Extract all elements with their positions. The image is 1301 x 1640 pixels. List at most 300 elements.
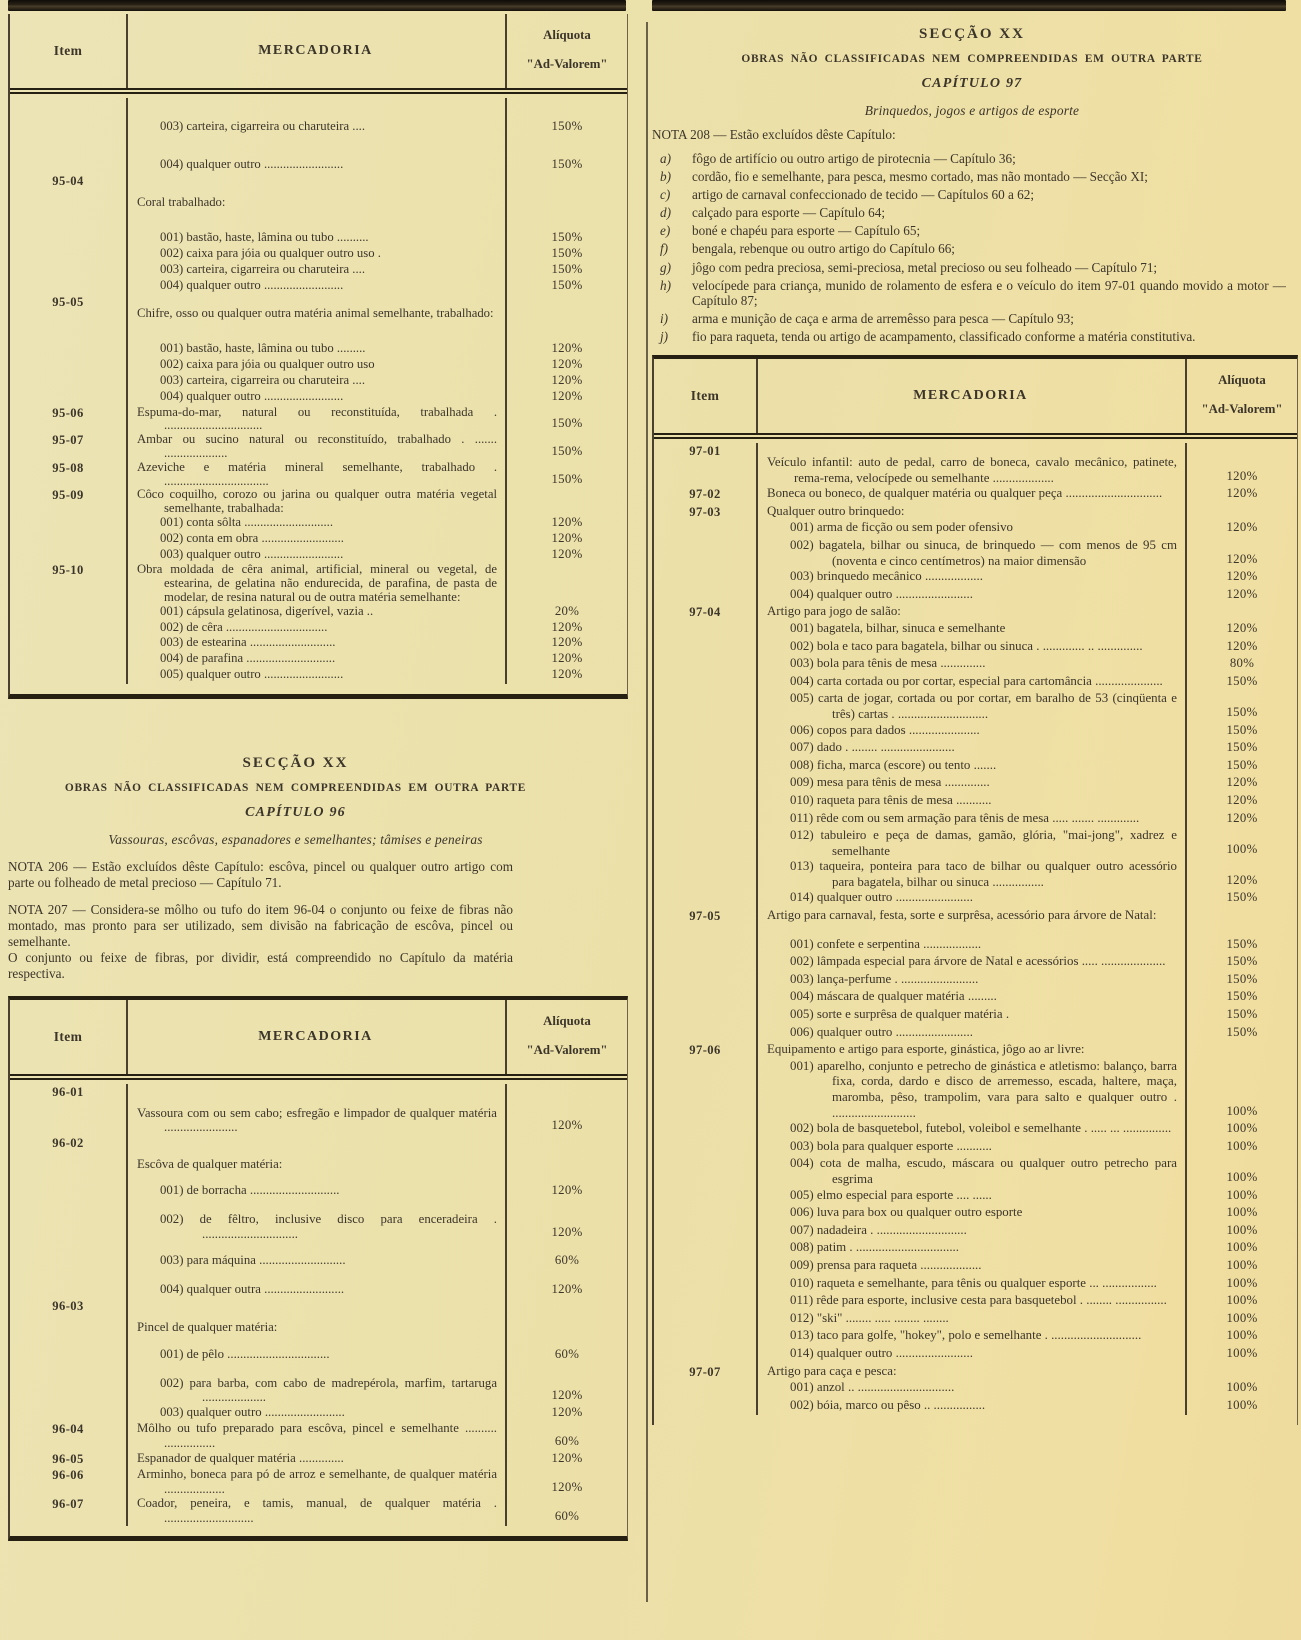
aliquota-percent: 60% [554, 1347, 580, 1362]
mercadoria-text: Equipamento e artigo para esporte, ginástica, jôgo ao ar livre: [767, 1042, 1085, 1057]
aliquota-value [507, 1421, 627, 1450]
item-code [10, 279, 128, 295]
aliquota-value [1187, 972, 1297, 990]
aliquota-percent: 60% [554, 1434, 580, 1449]
table-row [654, 1380, 1297, 1398]
mercadoria-text: 002) para barba, com cabo de madrepérola, marfim, tartaruga .................... [160, 1375, 497, 1405]
aliquota-value [1187, 691, 1297, 722]
table-row [654, 989, 1297, 1007]
mercadoria-cell [128, 433, 507, 461]
table-row [10, 1405, 627, 1422]
item-code: 96-01 [10, 1084, 128, 1135]
tariff-table-chapter-95 [8, 14, 628, 699]
item-code [654, 1223, 758, 1241]
table-row [654, 1328, 1297, 1346]
table-row [10, 1298, 627, 1335]
mercadoria-cell [128, 1135, 507, 1172]
aliquota-value [507, 652, 627, 668]
aliquota-percent: 150% [551, 119, 583, 133]
mercadoria-text: 004) qualquer outro ........................ [790, 586, 973, 601]
aliquota-percent: 120% [1226, 792, 1258, 807]
chapter-subtitle: Vassouras, escôvas, espanadores e semelhantes; tâmises e peneiras [108, 831, 483, 847]
aliquota-percent: 150% [1226, 989, 1258, 1004]
mercadoria-cell [758, 504, 1187, 521]
aliquota-value [1187, 793, 1297, 811]
item-code [654, 1380, 758, 1398]
item-code [654, 1328, 758, 1346]
mercadoria-cell [128, 406, 507, 434]
mercadoria-cell [128, 98, 507, 136]
aliquota-value [1187, 758, 1297, 776]
mercadoria-cell [758, 1276, 1187, 1294]
aliquota-label-line2: "Ad-Valorem" [526, 1042, 608, 1057]
item-code: 96-07 [10, 1496, 128, 1525]
table-row [654, 1346, 1297, 1364]
aliquota-value [507, 1405, 627, 1422]
mercadoria-cell [758, 954, 1187, 972]
mercadoria-text: 001) conta sôlta ............................ [160, 514, 334, 529]
aliquota-percent: 150% [1226, 954, 1258, 969]
aliquota-value [1187, 674, 1297, 692]
item-code: 97-03 [654, 504, 758, 521]
aliquota-percent: 100% [1226, 1380, 1258, 1395]
aliquota-percent: 150% [1226, 673, 1258, 688]
item-code [654, 925, 758, 955]
mercadoria-text: 001) de borracha ............................ [160, 1183, 340, 1198]
mercadoria-text: 003) qualquer outro ......................... [160, 546, 344, 561]
mercadoria-text: Ambar ou sucino natural ou reconstituído, trabalhado . ....... .................... [137, 432, 497, 460]
mercadoria-cell [758, 1121, 1187, 1139]
table-row [654, 793, 1297, 811]
aliquota-percent: 120% [551, 1281, 583, 1296]
item-code [654, 621, 758, 639]
aliquota-value [507, 247, 627, 263]
mercadoria-cell [758, 1346, 1187, 1364]
mercadoria-text: 013) taco para golfe, "hokey", polo e semelhante . ............................ [790, 1328, 1142, 1343]
table-row [10, 1135, 627, 1172]
aliquota-value [1187, 621, 1297, 639]
item-code [654, 691, 758, 722]
aliquota-value [507, 668, 627, 684]
aliquota-percent: 150% [1226, 757, 1258, 772]
mercadoria-text: 003) brinquedo mecânico .................. [790, 569, 983, 584]
mercadoria-cell [758, 1223, 1187, 1241]
item-code [654, 569, 758, 587]
table-row [654, 1121, 1297, 1139]
aliquota-percent: 120% [551, 666, 583, 681]
item-code [654, 989, 758, 1007]
item-code: 97-01 [654, 443, 758, 486]
item-code [10, 1335, 128, 1364]
mercadoria-cell [758, 989, 1187, 1007]
mercadoria-cell [758, 811, 1187, 829]
aliquota-label-line1: Alíquota [1218, 373, 1266, 388]
item-code [654, 1398, 758, 1416]
exclusion-item [652, 151, 1292, 167]
mercadoria-text: 012) "ski" ........ ..... ........ ........ [790, 1310, 949, 1325]
aliquota-percent: 120% [1226, 775, 1258, 790]
exclusion-item [652, 223, 1292, 239]
table-row [10, 1270, 627, 1299]
item-code [10, 209, 128, 247]
item-code [10, 263, 128, 279]
mercadoria-text: Côco coquilho, corozo ou jarina ou qualquer outra matéria vegetal semelhante, trabalhada: [137, 487, 497, 516]
exclusion-item [652, 187, 1292, 203]
aliquota-value [507, 516, 627, 532]
exclusion-letter: e) [660, 223, 671, 239]
aliquota-value [507, 461, 627, 489]
mercadoria-cell [758, 1240, 1187, 1258]
left-column [8, 0, 628, 1541]
table-row [10, 209, 627, 247]
aliquota-value [1187, 538, 1297, 569]
mercadoria-cell [758, 1293, 1187, 1311]
mercadoria-text: 004) máscara de qualquer matéria ......... [790, 989, 997, 1004]
aliquota-percent: 120% [1226, 872, 1258, 887]
item-code: 97-02 [654, 486, 758, 504]
aliquota-value [1187, 1188, 1297, 1206]
exclusion-list [652, 151, 1292, 345]
mercadoria-text: 005) carta de jogar, cortada ou por cortar, em baralho de 53 (cinqüenta e três) cartas . ............................ [790, 691, 1177, 721]
mercadoria-text: Azeviche e matéria mineral semelhante, trabalhado . ................................. [137, 459, 497, 488]
mercadoria-cell [128, 1421, 507, 1450]
table-row [654, 1223, 1297, 1241]
item-code [654, 1188, 758, 1206]
table-row [10, 516, 627, 532]
mercadoria-text: 014) qualquer outro ........................ [790, 1345, 973, 1360]
section-caption: OBRAS NÃO CLASSIFICADAS NEM COMPREENDIDAS EM OUTRA PARTE [64, 781, 527, 794]
mercadoria-text: 005) sorte e surprêsa de qualquer matéria . [790, 1007, 1010, 1022]
aliquota-value [507, 390, 627, 406]
aliquota-percent: 100% [1226, 1103, 1258, 1118]
mercadoria-cell [128, 209, 507, 247]
table-row [654, 656, 1297, 674]
item-code [654, 1025, 758, 1043]
item-code: 96-05 [10, 1451, 128, 1468]
item-code [654, 793, 758, 811]
column-header-mercadoria: MERCADORIA [758, 359, 1187, 433]
mercadoria-text: Arminho, boneca para pó de arroz e semelhante, de qualquer matéria ................... [137, 1467, 497, 1496]
item-code: 96-03 [10, 1298, 128, 1335]
aliquota-percent: 100% [1226, 1328, 1258, 1343]
chapter-title: CAPÍTULO 97 [921, 76, 1023, 91]
aliquota-percent: 100% [1226, 1275, 1258, 1290]
item-code [654, 656, 758, 674]
section-title: SECÇÃO XX [242, 754, 349, 771]
table-row [10, 295, 627, 321]
aliquota-value [507, 136, 627, 174]
mercadoria-cell [128, 605, 507, 621]
aliquota-percent: 100% [1226, 1293, 1258, 1308]
mercadoria-text: 012) tabuleiro e peça de damas, gamão, glória, "mai-jong", xadrez e semelhante [790, 828, 1177, 858]
mercadoria-text: Coral trabalhado: [137, 194, 226, 209]
aliquota-value [1187, 811, 1297, 829]
aliquota-percent: 20% [554, 603, 580, 618]
section-header-capitulo-96 [8, 699, 583, 982]
mercadoria-cell [758, 587, 1187, 605]
item-code: 95-07 [10, 433, 128, 461]
table-body [10, 94, 627, 694]
aliquota-value [507, 279, 627, 295]
aliquota-value [507, 295, 627, 321]
aliquota-percent: 150% [1226, 704, 1258, 719]
aliquota-value [1187, 1042, 1297, 1059]
item-code [654, 1156, 758, 1187]
mercadoria-text: 004) qualquer outro ......................... [160, 156, 344, 171]
table-row [654, 1139, 1297, 1157]
mercadoria-text: 004) cota de malha, escudo, máscara ou qualquer outro petrecho para esgrima [790, 1156, 1177, 1186]
aliquota-value [1187, 859, 1297, 890]
aliquota-percent: 120% [551, 530, 583, 545]
aliquota-percent: 120% [1226, 569, 1258, 584]
table-row [654, 1258, 1297, 1276]
mercadoria-cell [128, 358, 507, 374]
item-code [654, 520, 758, 538]
aliquota-value [1187, 1223, 1297, 1241]
item-code [10, 605, 128, 621]
aliquota-percent: 150% [551, 246, 583, 261]
mercadoria-text: Escôva de qualquer matéria: [137, 1156, 283, 1171]
mercadoria-text: 003) lança-perfume . ........................ [790, 971, 979, 986]
mercadoria-cell [128, 1451, 507, 1468]
table-row [654, 639, 1297, 657]
aliquota-percent: 120% [1226, 620, 1258, 635]
item-code [654, 890, 758, 908]
mercadoria-text: 004) carta cortada ou por cortar, especial para cartomância ..................... [790, 673, 1163, 688]
mercadoria-text: 002) conta em obra .......................... [160, 530, 344, 545]
item-code: 95-09 [10, 488, 128, 516]
mercadoria-text: Espuma-do-mar, natural ou reconstituída, trabalhada . ............................... [137, 404, 497, 433]
item-code [10, 548, 128, 564]
mercadoria-cell [758, 639, 1187, 657]
exclusion-item [652, 241, 1292, 257]
table-row [10, 263, 627, 279]
item-code: 95-10 [10, 563, 128, 604]
table-row [654, 569, 1297, 587]
mercadoria-text: 002) caixa para jóia ou qualquer outro uso [160, 357, 375, 372]
aliquota-value [1187, 1398, 1297, 1416]
item-code: 95-05 [10, 295, 128, 321]
mercadoria-cell [128, 1241, 507, 1270]
aliquota-value [507, 174, 627, 210]
item-code [10, 320, 128, 358]
aliquota-percent: 120% [1226, 810, 1258, 825]
aliquota-percent: 100% [1226, 1397, 1258, 1412]
aliquota-percent: 100% [1226, 1310, 1258, 1325]
aliquota-percent: 120% [551, 651, 583, 666]
mercadoria-text: 004) qualquer outra ......................... [160, 1281, 345, 1296]
aliquota-value [507, 1335, 627, 1364]
aliquota-percent: 150% [551, 443, 583, 458]
table-row [654, 1240, 1297, 1258]
table-row [10, 548, 627, 564]
aliquota-percent: 100% [1226, 1240, 1258, 1255]
mercadoria-text: Espanador de qualquer matéria .............. [137, 1450, 344, 1465]
exclusion-letter: c) [660, 187, 671, 203]
table-row [654, 621, 1297, 639]
mercadoria-cell [128, 279, 507, 295]
table-row [654, 538, 1297, 569]
aliquota-value [1187, 1380, 1297, 1398]
item-code [10, 136, 128, 174]
table-row [654, 1188, 1297, 1206]
right-column [652, 0, 1298, 1425]
aliquota-value [507, 1364, 627, 1405]
mercadoria-cell [758, 775, 1187, 793]
table-row [10, 563, 627, 604]
aliquota-percent: 100% [1226, 1187, 1258, 1202]
aliquota-value [1187, 775, 1297, 793]
table-row [654, 890, 1297, 908]
mercadoria-cell [758, 1042, 1187, 1059]
item-code: 97-05 [654, 908, 758, 925]
mercadoria-cell [758, 925, 1187, 955]
mercadoria-text: 001) cápsula gelatinosa, digerível, vazia .. [160, 603, 374, 618]
column-header-mercadoria: MERCADORIA [128, 1000, 507, 1074]
table-header-row [10, 14, 627, 94]
mercadoria-text: Artigo para caça e pesca: [767, 1363, 897, 1378]
exclusion-letter: b) [660, 169, 671, 185]
item-code [654, 758, 758, 776]
mercadoria-cell [758, 569, 1187, 587]
table-row [654, 587, 1297, 605]
aliquota-value [1187, 828, 1297, 859]
aliquota-percent: 150% [551, 277, 583, 292]
mercadoria-text: 010) raqueta e semelhante, para tênis ou qualquer esporte ... ................. [790, 1275, 1157, 1290]
mercadoria-cell [758, 1188, 1187, 1206]
mercadoria-cell [128, 174, 507, 210]
table-row [10, 1200, 627, 1241]
aliquota-percent: 150% [1226, 936, 1258, 951]
table-row [654, 1276, 1297, 1294]
mercadoria-cell [128, 652, 507, 668]
mercadoria-text: 003) qualquer outro ......................... [160, 1404, 345, 1419]
item-code [10, 247, 128, 263]
aliquota-percent: 120% [551, 619, 583, 634]
mercadoria-text: 002) bóia, marco ou pêso .. ................ [790, 1397, 986, 1412]
exclusion-text: cordão, fio e semelhante, para pesca, mesmo cortado, mas não montado — Secção XI; [692, 169, 1148, 185]
item-code [654, 859, 758, 890]
scan-top-bar-left [8, 0, 626, 11]
mercadoria-cell [758, 1380, 1187, 1398]
aliquota-percent: 150% [1226, 740, 1258, 755]
mercadoria-cell [758, 723, 1187, 741]
aliquota-percent: 120% [551, 1479, 583, 1494]
item-code [10, 636, 128, 652]
table-row [654, 859, 1297, 890]
mercadoria-text: 002) caixa para jóia ou qualquer outro uso . [160, 246, 381, 261]
table-row [10, 98, 627, 136]
aliquota-value [507, 488, 627, 516]
item-code [10, 390, 128, 406]
mercadoria-cell [128, 621, 507, 637]
aliquota-value [1187, 569, 1297, 587]
aliquota-percent: 150% [551, 230, 583, 245]
item-code [10, 652, 128, 668]
aliquota-percent: 100% [1226, 841, 1258, 856]
aliquota-percent: 120% [551, 546, 583, 561]
table-row [654, 972, 1297, 990]
mercadoria-cell [128, 1084, 507, 1135]
exclusion-letter: g) [660, 259, 671, 275]
item-code [654, 1293, 758, 1311]
table-row [654, 1311, 1297, 1329]
table-row [654, 925, 1297, 955]
mercadoria-text: 005) qualquer outro ......................... [160, 666, 344, 681]
mercadoria-text: 008) ficha, marca (escore) ou tento ....... [790, 757, 997, 772]
aliquota-value [1187, 1311, 1297, 1329]
aliquota-value [1187, 890, 1297, 908]
item-code [10, 668, 128, 684]
item-code [654, 954, 758, 972]
aliquota-percent: 120% [1226, 551, 1258, 566]
exclusion-item [652, 311, 1292, 327]
note-208: NOTA 208 — Estão excluídos dêste Capítulo: [652, 127, 896, 142]
item-code: 95-06 [10, 406, 128, 434]
aliquota-percent: 100% [1226, 1121, 1258, 1136]
item-code [654, 1205, 758, 1223]
mercadoria-text: 001) bastão, haste, lâmina ou tubo .......... [160, 230, 369, 245]
table-row [10, 1241, 627, 1270]
aliquota-label-line1: Alíquota [543, 1013, 591, 1028]
aliquota-percent: 120% [551, 341, 583, 356]
aliquota-value [507, 358, 627, 374]
column-header-mercadoria: MERCADORIA [128, 14, 507, 88]
mercadoria-text: Pincel de qualquer matéria: [137, 1320, 278, 1335]
table-row [10, 433, 627, 461]
mercadoria-cell [758, 1156, 1187, 1187]
aliquota-value [507, 1270, 627, 1299]
item-code [654, 1258, 758, 1276]
mercadoria-text: Boneca ou boneco, de qualquer matéria ou qualquer peça .............................. [767, 486, 1163, 501]
mercadoria-cell [758, 691, 1187, 722]
aliquota-value [507, 636, 627, 652]
column-header-aliquota [507, 14, 627, 88]
mercadoria-text: 014) qualquer outro ........................ [790, 890, 973, 905]
aliquota-value [1187, 604, 1297, 621]
item-code [654, 538, 758, 569]
table-row [10, 1451, 627, 1468]
mercadoria-cell [128, 247, 507, 263]
item-code [654, 972, 758, 990]
item-code [10, 1364, 128, 1405]
item-code [654, 674, 758, 692]
table-row [654, 1042, 1297, 1059]
aliquota-value [507, 563, 627, 604]
item-code: 97-07 [654, 1364, 758, 1381]
aliquota-value [507, 1241, 627, 1270]
aliquota-value [1187, 1293, 1297, 1311]
aliquota-label-line2: "Ad-Valorem" [526, 57, 608, 71]
table-row [654, 1059, 1297, 1121]
table-row [654, 1398, 1297, 1416]
exclusion-letter: a) [660, 151, 671, 166]
mercadoria-cell [128, 636, 507, 652]
mercadoria-cell [758, 972, 1187, 990]
exclusion-text: velocípede para criança, munido de rolamento de esfera e o veículo do item 97-01 quando movido a motor — Capítulo 87; [692, 277, 1286, 309]
exclusion-letter: j) [660, 329, 669, 345]
item-code [654, 639, 758, 657]
exclusion-text: artigo de carnaval confeccionado de tecido — Capítulos 60 a 62; [692, 187, 1035, 203]
exclusion-text: jôgo com pedra preciosa, semi-preciosa, metal precioso ou seu folheado — Capítulo 71; [692, 259, 1158, 275]
exclusion-item [652, 169, 1292, 185]
aliquota-value [1187, 740, 1297, 758]
aliquota-value [507, 532, 627, 548]
mercadoria-text: 003) carteira, cigarreira ou charuteira .... [160, 119, 365, 133]
table-row [654, 758, 1297, 776]
table-row [654, 691, 1297, 722]
table-row [654, 520, 1297, 538]
